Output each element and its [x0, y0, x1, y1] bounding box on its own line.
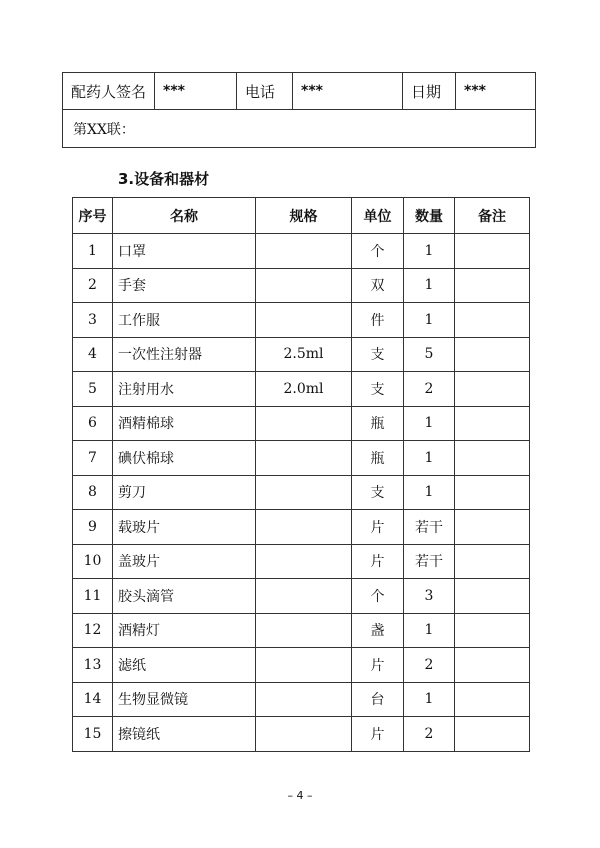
cell-spec: 2.0ml [256, 372, 352, 407]
cell-spec [256, 648, 352, 683]
phone-label: 电话 [237, 73, 293, 110]
cell-spec [256, 268, 352, 303]
cell-quantity: 1 [404, 268, 455, 303]
cell-name: 注射用水 [113, 372, 256, 407]
cell-index: 6 [73, 406, 113, 441]
cell-quantity: 若干 [404, 544, 455, 579]
cell-spec [256, 510, 352, 545]
cell-unit: 个 [352, 579, 404, 614]
cell-spec [256, 303, 352, 338]
cell-quantity: 1 [404, 303, 455, 338]
cell-index: 5 [73, 372, 113, 407]
cell-spec [256, 717, 352, 752]
cell-quantity: 5 [404, 337, 455, 372]
cell-index: 15 [73, 717, 113, 752]
cell-spec [256, 544, 352, 579]
cell-name: 剪刀 [113, 475, 256, 510]
cell-index: 14 [73, 682, 113, 717]
cell-unit: 片 [352, 717, 404, 752]
cell-index: 8 [73, 475, 113, 510]
cell-remark [455, 303, 530, 338]
cell-spec [256, 475, 352, 510]
cell-name: 胶头滴管 [113, 579, 256, 614]
cell-quantity: 1 [404, 475, 455, 510]
cell-index: 12 [73, 613, 113, 648]
cell-index: 9 [73, 510, 113, 545]
cell-spec [256, 234, 352, 269]
cell-unit: 瓶 [352, 441, 404, 476]
cell-quantity: 2 [404, 372, 455, 407]
cell-remark [455, 268, 530, 303]
cell-quantity: 1 [404, 406, 455, 441]
cell-unit: 件 [352, 303, 404, 338]
table-row [73, 648, 530, 683]
cell-remark [455, 717, 530, 752]
cell-name: 生物显微镜 [113, 682, 256, 717]
cell-spec [256, 682, 352, 717]
cell-unit: 支 [352, 372, 404, 407]
cell-name: 口罩 [113, 234, 256, 269]
cell-quantity: 若干 [404, 510, 455, 545]
pharmacist-value: *** [155, 73, 237, 110]
date-label: 日期 [403, 73, 456, 110]
cell-name: 擦镜纸 [113, 717, 256, 752]
cell-index: 11 [73, 579, 113, 614]
signature-table [62, 72, 536, 148]
cell-remark [455, 682, 530, 717]
table-row [73, 510, 530, 545]
cell-quantity: 2 [404, 648, 455, 683]
cell-name: 滤纸 [113, 648, 256, 683]
header-name: 名称 [113, 198, 256, 234]
cell-spec [256, 406, 352, 441]
date-value: *** [456, 73, 536, 110]
table-row [73, 544, 530, 579]
cell-name: 工作服 [113, 303, 256, 338]
table-row [73, 372, 530, 407]
section-title: 3.设备和器材 [118, 170, 210, 188]
cell-unit: 片 [352, 510, 404, 545]
cell-spec: 2.5ml [256, 337, 352, 372]
table-row [73, 337, 530, 372]
cell-index: 7 [73, 441, 113, 476]
cell-quantity: 2 [404, 717, 455, 752]
cell-unit: 瓶 [352, 406, 404, 441]
table-row [73, 406, 530, 441]
header-spec: 规格 [256, 198, 352, 234]
header-index: 序号 [73, 198, 113, 234]
cell-index: 13 [73, 648, 113, 683]
cell-remark [455, 372, 530, 407]
cell-quantity: 3 [404, 579, 455, 614]
phone-value: *** [293, 73, 403, 110]
cell-unit: 双 [352, 268, 404, 303]
cell-remark [455, 337, 530, 372]
table-row [73, 717, 530, 752]
header-quantity: 数量 [404, 198, 455, 234]
page-number: – 4 – [287, 789, 313, 802]
cell-name: 手套 [113, 268, 256, 303]
cell-remark [455, 510, 530, 545]
cell-index: 1 [73, 234, 113, 269]
table-row [73, 268, 530, 303]
cell-unit: 个 [352, 234, 404, 269]
cell-quantity: 1 [404, 441, 455, 476]
cell-unit: 台 [352, 682, 404, 717]
cell-unit: 片 [352, 544, 404, 579]
table-row [73, 682, 530, 717]
cell-name: 盖玻片 [113, 544, 256, 579]
cell-quantity: 1 [404, 613, 455, 648]
table-row [73, 579, 530, 614]
equipment-table [72, 197, 530, 752]
pharmacist-label: 配药人签名 [63, 73, 155, 110]
cell-remark [455, 544, 530, 579]
copy-note: 第XX联： [63, 110, 536, 148]
cell-unit: 片 [352, 648, 404, 683]
cell-remark [455, 648, 530, 683]
table-row [73, 475, 530, 510]
cell-name: 载玻片 [113, 510, 256, 545]
cell-name: 酒精棉球 [113, 406, 256, 441]
table-row [73, 441, 530, 476]
cell-index: 10 [73, 544, 113, 579]
table-row [73, 234, 530, 269]
cell-spec [256, 613, 352, 648]
cell-index: 4 [73, 337, 113, 372]
table-row [73, 303, 530, 338]
cell-unit: 支 [352, 475, 404, 510]
cell-name: 碘伏棉球 [113, 441, 256, 476]
cell-remark [455, 406, 530, 441]
cell-unit: 盏 [352, 613, 404, 648]
cell-index: 3 [73, 303, 113, 338]
cell-remark [455, 234, 530, 269]
header-unit: 单位 [352, 198, 404, 234]
cell-quantity: 1 [404, 234, 455, 269]
cell-spec [256, 579, 352, 614]
cell-name: 一次性注射器 [113, 337, 256, 372]
cell-remark [455, 613, 530, 648]
cell-remark [455, 579, 530, 614]
cell-remark [455, 441, 530, 476]
cell-spec [256, 441, 352, 476]
table-row [73, 613, 530, 648]
cell-index: 2 [73, 268, 113, 303]
equipment-header-row [73, 198, 530, 234]
cell-remark [455, 475, 530, 510]
cell-name: 酒精灯 [113, 613, 256, 648]
cell-unit: 支 [352, 337, 404, 372]
header-remark: 备注 [455, 198, 530, 234]
cell-quantity: 1 [404, 682, 455, 717]
